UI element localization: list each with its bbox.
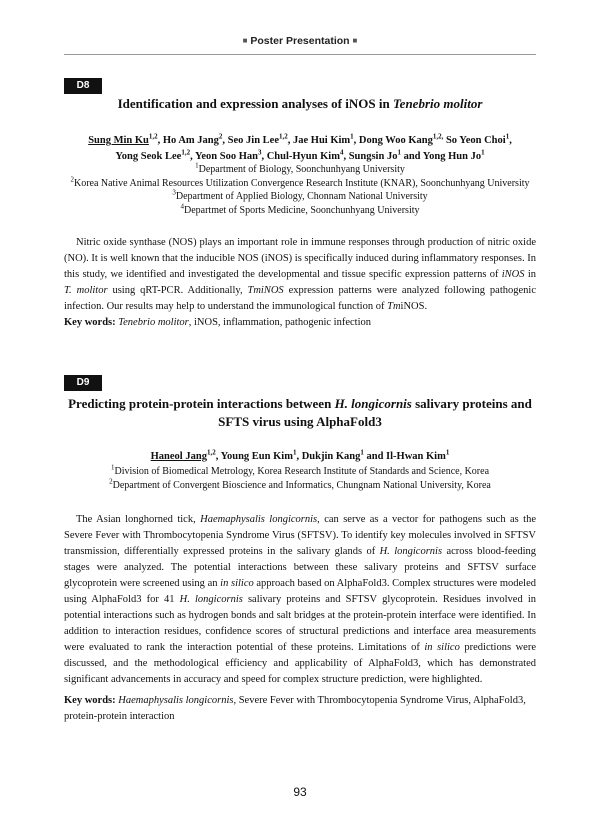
d8-authors (64, 133, 536, 165)
author-sep: and (400, 151, 423, 162)
author-sep: , (157, 135, 163, 146)
author-sep: , (261, 151, 267, 162)
author-sep: , (509, 135, 512, 146)
author-sup: 1 (360, 448, 364, 457)
abstract-text: in (524, 269, 537, 280)
author-sup: 1,2 (181, 148, 191, 157)
affil-text: Department of Biology, Soonchunhyang University (198, 164, 405, 175)
d9-title-text: salivary proteins and (415, 396, 532, 411)
author-sup: 1,2, (432, 132, 444, 141)
affil-sup: 2 (70, 175, 74, 184)
running-header (0, 35, 600, 47)
author-name: Dong Woo Kang (358, 135, 433, 146)
affil-text: Department of Applied Biology, Chonnam National University (175, 191, 428, 202)
affiliation-line (64, 190, 536, 204)
d9-title-species: H. longicornis (334, 396, 412, 411)
abstract-italic: in silico (220, 578, 254, 589)
d9-title-line1 (64, 395, 536, 413)
abstract-italic: TmiNOS (247, 285, 284, 296)
author-name: Dukjin Kang (301, 451, 361, 462)
author-sup: 1,2 (279, 132, 288, 141)
abstract-italic: T. molitor (64, 285, 108, 296)
author-name: Sung Min Ku (88, 135, 149, 146)
d8-authors-line1 (64, 133, 536, 149)
author-sep: , (215, 451, 221, 462)
author-sup: 1 (397, 148, 401, 157)
abstract-paragraph (64, 512, 536, 688)
author-sup: 1,2 (206, 448, 216, 457)
abstract-paragraph (64, 235, 536, 315)
author-name: Yeon Soo Han (194, 151, 258, 162)
author-name: Chul-Hyun Kim (266, 151, 340, 162)
square-bullet-icon: ■ (352, 36, 358, 45)
affil-sup: 3 (172, 188, 176, 197)
d9-keywords (64, 693, 536, 725)
author-name: Sungsin Jo (348, 151, 398, 162)
affiliation-line (64, 479, 536, 493)
author-name: Yong Seok Lee (115, 151, 182, 162)
abstract-text: iNOS. (400, 301, 428, 312)
header-text: Poster Presentation (250, 35, 350, 47)
header-rule (64, 54, 536, 55)
author-sup: 1 (350, 132, 354, 141)
author-name: Haneol Jang (150, 451, 207, 462)
keywords-italic: Haemaphysalis longicornis, (118, 695, 237, 706)
keywords-italic: Tenebrio molitor (118, 317, 189, 328)
author-name: So Yeon Choi (445, 135, 506, 146)
affil-text: Division of Biomedical Metrology, Korea Research Institute of Standards and Science, Korea (114, 466, 490, 477)
author-name: Jae Hui Kim (293, 135, 351, 146)
abstract-italic: iNOS (501, 269, 525, 280)
author-sup: 3 (257, 148, 262, 157)
abstract-text: salivary proteins and SFTSV glycoprotein. Residues involved in potential interactions such as hydrogen bonds and salt bridges at the protein-protein interface were identified. In addition to interaction residues, confidence scores of structural predictions and interface area measurements were evaluated to rank the interaction potential of these proteins. Limitations of (64, 594, 536, 653)
d8-title-text: Identification and expression analyses of iNOS in (117, 96, 390, 111)
author-name: Seo Jin Lee (227, 135, 279, 146)
abstract-text: across blood-feeding stages were analyzed. The potential interactions between these salivary proteins and SFTSV surface glycoprotein were screened using an (64, 546, 536, 589)
abstract-tag-d9: D9 (64, 375, 102, 391)
abstract-text: The Asian longhorned tick, (76, 514, 201, 525)
author-sep: , (222, 135, 228, 146)
author-name: Yong Hun Jo (422, 151, 482, 162)
keywords-text: Severe Fever with Thrombocytopenia Syndrome Virus, AlphaFold3, protein-protein interaction (64, 695, 526, 722)
abstract-text: predictions were discussed, and the methodological efficiency and applicability of AlphaFold3, which has demonstrated significant advancements in accuracy and speed for complex structure prediction, were highlighted. (64, 642, 536, 685)
author-name: Young Eun Kim (220, 451, 293, 462)
affil-sup: 2 (109, 477, 113, 486)
author-sup: 1,2 (148, 132, 158, 141)
author-sup: 1 (445, 448, 450, 457)
affil-text: Departmet of Sports Medicine, Soonchunhyang University (183, 204, 420, 216)
abstract-text: approach based on AlphaFold3. Complex structures were modeled using AlphaFold3 for 41 (64, 578, 536, 605)
keywords-label: Key words: (64, 695, 116, 706)
affil-text: Department of Convergent Bioscience and Informatics, Chungnam National University, Korea (112, 479, 491, 491)
abstract-italic: Tm (387, 301, 401, 312)
affil-sup: 1 (110, 463, 115, 472)
author-sep: and (363, 451, 387, 462)
abstract-italic: Haemaphysalis longicornis (200, 514, 318, 525)
d8-title (64, 95, 536, 113)
abstract-text: expression patterns were analyzed following pathogenic infection. Our results may help to understand the immunological function of (64, 285, 536, 312)
d8-title-species: Tenebrio molitor (392, 96, 483, 111)
author-sep: , (343, 151, 349, 162)
author-name: Il-Hwan Kim (386, 451, 446, 462)
affiliation-line (64, 204, 536, 218)
affil-sup: 4 (180, 202, 184, 211)
affiliation-line (64, 177, 536, 191)
abstract-italic: in silico (424, 642, 460, 653)
author-sep: , (296, 451, 302, 462)
d8-affiliations (64, 163, 536, 217)
author-sup: 1 (481, 148, 485, 157)
affiliation-line (64, 465, 536, 479)
author-sup: 1 (505, 132, 510, 141)
abstract-italic: H. longicornis (379, 546, 443, 557)
abstract-text: , can serve as a vector for pathogens such as the Severe Fever with Thrombocytopenia Syndrome Virus (SFTSV). To identify key molecules involved in SFTSV transmission, differentially expressed proteins in the salivary glands of (64, 514, 537, 557)
d9-title-text: Predicting protein-protein interactions between (68, 396, 332, 411)
d9-title (64, 395, 536, 431)
author-sup: 1 (292, 448, 297, 457)
author-sup: 2 (218, 132, 223, 141)
abstract-text: using qRT-PCR. Additionally, (107, 285, 248, 296)
affil-text: Korea Native Animal Resources Utilization Convergence Research Institute (KNAR), Soonchunhyang University (73, 177, 530, 189)
keywords-text: , iNOS, inflammation, pathogenic infection (188, 317, 372, 328)
author-sep: , (287, 135, 293, 146)
page-number: 93 (293, 785, 307, 799)
author-sep: , (190, 151, 195, 162)
d9-authors (64, 449, 536, 465)
author-sep: , (353, 135, 359, 146)
affiliation-line (64, 163, 536, 177)
d9-title-line2: SFTS virus using AlphaFold3 (218, 414, 382, 429)
d8-abstract (64, 235, 536, 315)
d8-keywords (64, 315, 536, 331)
affil-sup: 1 (195, 161, 199, 170)
d9-abstract (64, 512, 536, 688)
abstract-tag-d8: D8 (64, 78, 102, 94)
abstract-italic: H. longicornis (179, 594, 243, 605)
keywords-label: Key words: (64, 317, 116, 328)
d9-affiliations (64, 465, 536, 492)
author-sup: 4 (339, 148, 344, 157)
square-bullet-icon: ■ (242, 36, 248, 45)
abstract-text: Nitric oxide synthase (NOS) plays an important role in immune responses through production of nitric oxide (NO). It is well known that the inducible NOS (iNOS) is specifically induced during inflammatory responses. In this study, we identified and investigated the developmental and tissue specific expression patterns of (64, 237, 536, 280)
author-name: Ho Am Jang (162, 135, 219, 146)
